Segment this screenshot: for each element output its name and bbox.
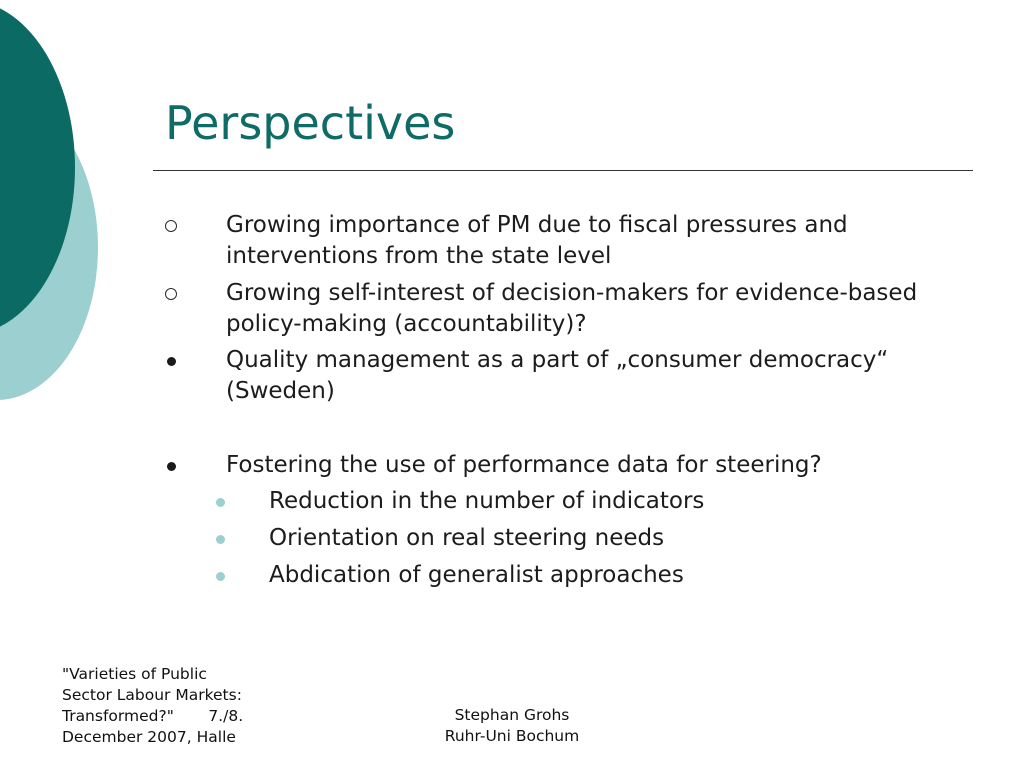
sub-bullet-text: Orientation on real steering needs <box>269 525 665 551</box>
footer-affiliation: Ruhr-Uni Bochum <box>444 727 580 745</box>
dot-bullet-icon <box>167 357 176 366</box>
bullet-text: Fostering the use of performance data for steering? <box>226 452 822 478</box>
footer-author-block <box>420 705 604 747</box>
footer-author: Stephan Grohs <box>454 706 570 724</box>
sub-bullet-text: Reduction in the number of indicators <box>269 488 705 514</box>
sub-bullet-item <box>269 523 969 554</box>
ring-bullet-icon <box>165 220 177 232</box>
sub-bullet-icon <box>216 572 225 581</box>
sub-bullet-text: Abdication of generalist approaches <box>269 562 684 588</box>
bullet-text: Growing self-interest of decision-makers for evidence-based policy-making (accountability)? <box>226 280 918 337</box>
bullet-item <box>226 345 986 407</box>
bullet-item <box>226 210 986 272</box>
bullet-text: Quality management as a part of „consumer democracy“ (Sweden) <box>226 347 889 404</box>
ring-bullet-icon <box>165 288 177 300</box>
dot-bullet-icon <box>167 462 176 471</box>
title-divider <box>153 170 973 171</box>
sub-bullet-item <box>269 560 969 591</box>
footer-event-info: "Varieties of Public Sector Labour Markets: Transformed?" 7./8. December 2007, Halle <box>62 665 244 746</box>
sub-bullet-icon <box>216 498 225 507</box>
bullet-item <box>226 450 986 481</box>
slide-title: Perspectives <box>165 96 456 150</box>
bullet-item <box>226 278 986 340</box>
sub-bullet-item <box>269 486 969 517</box>
sub-bullet-icon <box>216 535 225 544</box>
bullet-text: Growing importance of PM due to fiscal pressures and interventions from the state level <box>226 212 848 269</box>
